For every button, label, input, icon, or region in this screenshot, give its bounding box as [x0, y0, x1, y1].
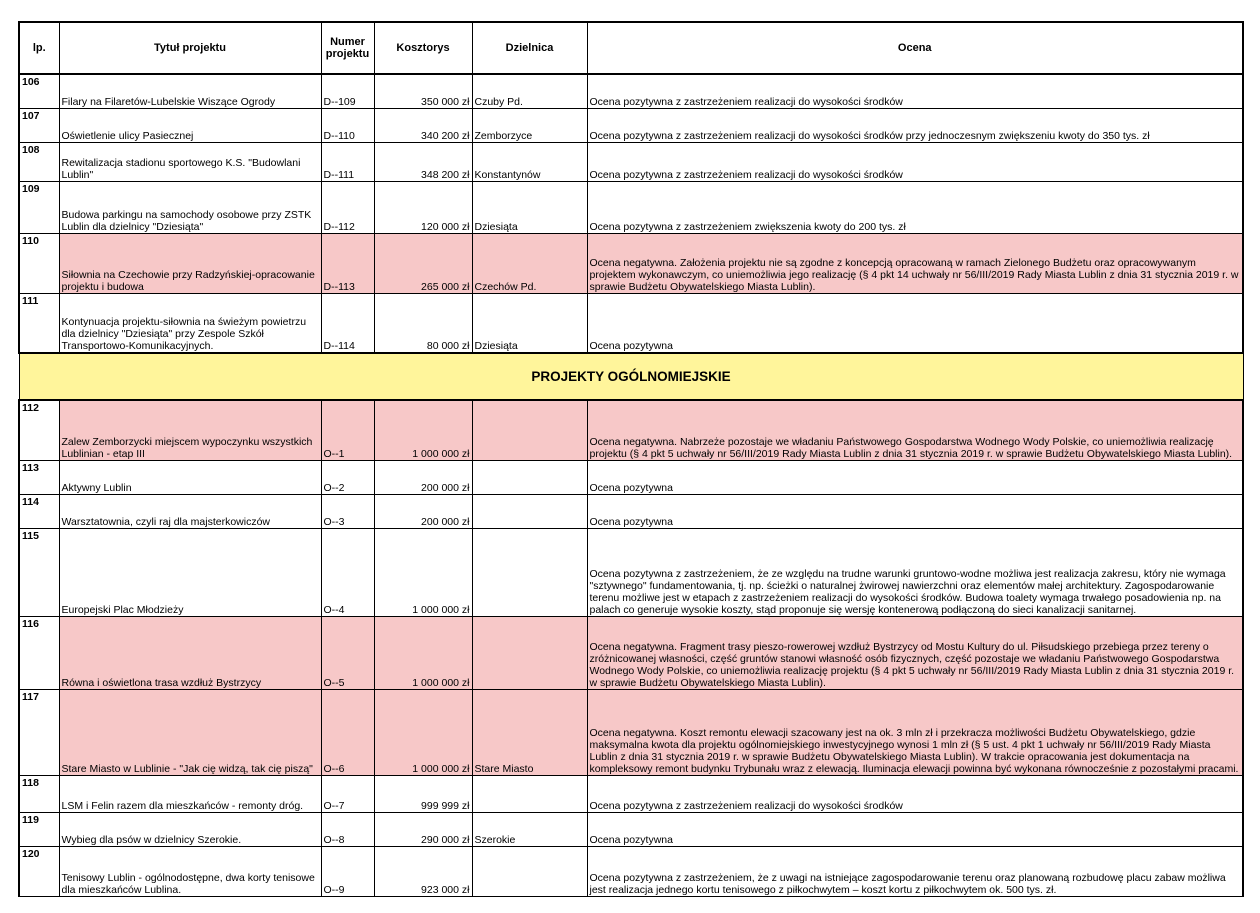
- evaluation-sheet: [18, 21, 1242, 897]
- project-number: O--8: [321, 812, 374, 846]
- project-rating: Ocena pozytywna z zastrzeżeniem, że ze względu na trudne warunki gruntowo-wodne możliwa jest realizacja zakresu, który nie wymaga "sztywnego" fundamentowania, tj. np. ścieżki o naturalnej żwirowej nawierzchni oraz elementów małej architektury. Zagospodarowanie terenu możliwe jest w etapach z zastrzeżeniem realizacji do wysokości środków. Budowa toalety wymaga trwałego posadowienia np. na palach co generuje wysokie koszty, stąd proponuje się wersję kontenerową podłączoną do sieci kanalizacji sanitarnej.: [587, 528, 1243, 616]
- project-number: O--3: [321, 494, 374, 528]
- row-lp: 109: [19, 181, 59, 233]
- row-lp: 119: [19, 812, 59, 846]
- header-number: Numer projektu: [321, 22, 374, 74]
- table-row: [19, 812, 1243, 846]
- table-row: [19, 293, 1243, 353]
- project-number: D--112: [321, 181, 374, 233]
- project-rating: Ocena pozytywna z zastrzeżeniem realizacji do wysokości środków przy jednoczesnym zwiększeniu kwoty do 350 tys. zł: [587, 108, 1243, 142]
- project-district: [472, 775, 587, 812]
- citywide-projects-body: [19, 400, 1243, 896]
- project-number: O--9: [321, 846, 374, 896]
- project-title: Rewitalizacja stadionu sportowego K.S. "Budowlani Lublin": [59, 142, 321, 181]
- project-cost: 80 000 zł: [374, 293, 472, 353]
- project-district: [472, 528, 587, 616]
- district-projects-body: [19, 74, 1243, 353]
- project-title: Filary na Filaretów-Lubelskie Wiszące Ogrody: [59, 74, 321, 108]
- project-district: [472, 494, 587, 528]
- header-rating: Ocena: [587, 22, 1243, 74]
- row-lp: 108: [19, 142, 59, 181]
- project-cost: 923 000 zł: [374, 846, 472, 896]
- project-rating: Ocena pozytywna: [587, 293, 1243, 353]
- project-cost: 1 000 000 zł: [374, 616, 472, 689]
- row-lp: 114: [19, 494, 59, 528]
- table-row: [19, 181, 1243, 233]
- project-cost: 290 000 zł: [374, 812, 472, 846]
- project-district: Szerokie: [472, 812, 587, 846]
- row-lp: 118: [19, 775, 59, 812]
- row-lp: 113: [19, 460, 59, 494]
- header-district: Dzielnica: [472, 22, 587, 74]
- project-number: D--111: [321, 142, 374, 181]
- project-district: [472, 616, 587, 689]
- project-district: Stare Miasto: [472, 689, 587, 775]
- project-district: Zemborzyce: [472, 108, 587, 142]
- section-title: PROJEKTY OGÓLNOMIEJSKIE: [19, 353, 1243, 400]
- project-district: Czechów Pd.: [472, 233, 587, 293]
- row-lp: 111: [19, 293, 59, 353]
- row-lp: 107: [19, 108, 59, 142]
- project-rating: Ocena negatywna. Koszt remontu elewacji szacowany jest na ok. 3 mln zł i przekracza możliwości Budżetu Obywatelskiego, gdzie maksymalna kwota dla projektu ogólnomiejskiego inwestycyjnego wynosi 1 mln zł (§ 5 ust. 4 pkt 1 uchwały nr 56/III/2019 Rady Miasta Lublin z dnia 31 stycznia 2019 r. w sprawie Budżetu Obywatelskiego Miasta Lublin). W trakcie opracowania jest dokumentacja na kompleksowy remont budynku Trybunału wraz z elewacją. Iluminacja elewacji powinna być wykonana równocześnie z pozostałymi pracami.: [587, 689, 1243, 775]
- header-title: Tytuł projektu: [59, 22, 321, 74]
- project-number: O--2: [321, 460, 374, 494]
- project-title: Budowa parkingu na samochody osobowe przy ZSTK Lublin dla dzielnicy "Dziesiąta": [59, 181, 321, 233]
- row-lp: 116: [19, 616, 59, 689]
- project-title: Wybieg dla psów w dzielnicy Szerokie.: [59, 812, 321, 846]
- table-row: [19, 460, 1243, 494]
- project-title: Warsztatownia, czyli raj dla majsterkowiczów: [59, 494, 321, 528]
- table-row: [19, 108, 1243, 142]
- project-district: Dziesiąta: [472, 293, 587, 353]
- project-rating: Ocena pozytywna: [587, 494, 1243, 528]
- project-district: [472, 400, 587, 460]
- header-lp: lp.: [19, 22, 59, 74]
- project-title: Siłownia na Czechowie przy Radzyńskiej-opracowanie projektu i budowa: [59, 233, 321, 293]
- project-number: O--5: [321, 616, 374, 689]
- section-body: [19, 353, 1243, 400]
- project-title: Zalew Zemborzycki miejscem wypoczynku wszystkich Lublinian - etap III: [59, 400, 321, 460]
- project-district: Konstantynów: [472, 142, 587, 181]
- project-title: LSM i Felin razem dla mieszkańców - remonty dróg.: [59, 775, 321, 812]
- project-cost: 200 000 zł: [374, 494, 472, 528]
- project-rating: Ocena pozytywna: [587, 460, 1243, 494]
- project-number: O--7: [321, 775, 374, 812]
- row-lp: 117: [19, 689, 59, 775]
- project-cost: 348 200 zł: [374, 142, 472, 181]
- project-rating: Ocena pozytywna z zastrzeżeniem zwiększenia kwoty do 200 tys. zł: [587, 181, 1243, 233]
- project-rating: Ocena pozytywna z zastrzeżeniem, że z uwagi na istniejące zagospodarowanie terenu oraz planowaną rozbudowę placu zabaw możliwa jest realizacja jednego kortu tenisowego z piłkochwytem – koszt kortu z piłkochwytem ok. 500 tys. zł.: [587, 846, 1243, 896]
- project-number: D--110: [321, 108, 374, 142]
- section-row: [19, 353, 1243, 400]
- project-district: Dziesiąta: [472, 181, 587, 233]
- table-row: [19, 616, 1243, 689]
- table-row: [19, 233, 1243, 293]
- project-title: Równa i oświetlona trasa wzdłuż Bystrzycy: [59, 616, 321, 689]
- project-cost: 350 000 zł: [374, 74, 472, 108]
- project-rating: Ocena negatywna. Założenia projektu nie są zgodne z koncepcją opracowaną w ramach Zielonego Budżetu oraz opracowywanym projektem wykonawczym, co uniemożliwia jego realizację (§ 4 pkt 14 uchwały nr 56/III/2019 Rady Miasta Lublin z dnia 31 stycznia 2019 r. w sprawie Budżetu Obywatelskiego Miasta Lublin).: [587, 233, 1243, 293]
- projects-table: [18, 21, 1244, 897]
- project-rating: Ocena pozytywna z zastrzeżeniem realizacji do wysokości środków: [587, 74, 1243, 108]
- project-number: D--114: [321, 293, 374, 353]
- project-rating: Ocena negatywna. Nabrzeże pozostaje we władaniu Państwowego Gospodarstwa Wodnego Wody Polskie, co uniemożliwia realizację projektu (§ 4 pkt 5 uchwały nr 56/III/2019 Rady Miasta Lublin z dnia 31 stycznia 2019 r. w sprawie Budżetu Obywatelskiego Miasta Lublin).: [587, 400, 1243, 460]
- table-row: [19, 74, 1243, 108]
- project-district: [472, 460, 587, 494]
- project-title: Oświetlenie ulicy Pasiecznej: [59, 108, 321, 142]
- project-title: Europejski Plac Młodzieży: [59, 528, 321, 616]
- table-row: [19, 775, 1243, 812]
- row-lp: 112: [19, 400, 59, 460]
- row-lp: 110: [19, 233, 59, 293]
- project-rating: Ocena pozytywna z zastrzeżeniem realizacji do wysokości środków: [587, 775, 1243, 812]
- project-title: Aktywny Lublin: [59, 460, 321, 494]
- project-district: [472, 846, 587, 896]
- header-cost: Kosztorys: [374, 22, 472, 74]
- project-cost: 340 200 zł: [374, 108, 472, 142]
- table-row: [19, 142, 1243, 181]
- project-number: O--1: [321, 400, 374, 460]
- table-header-row: [19, 22, 1243, 74]
- table-row: [19, 689, 1243, 775]
- project-district: Czuby Pd.: [472, 74, 587, 108]
- table-row: [19, 528, 1243, 616]
- project-number: D--109: [321, 74, 374, 108]
- project-cost: 1 000 000 zł: [374, 528, 472, 616]
- project-title: Kontynuacja projektu-siłownia na świeżym powietrzu dla dzielnicy "Dziesiąta" przy Zespole Szkół Transportowo-Komunikacyjnych.: [59, 293, 321, 353]
- project-cost: 120 000 zł: [374, 181, 472, 233]
- row-lp: 106: [19, 74, 59, 108]
- project-cost: 999 999 zł: [374, 775, 472, 812]
- project-number: D--113: [321, 233, 374, 293]
- project-rating: Ocena negatywna. Fragment trasy pieszo-rowerowej wzdłuż Bystrzycy od Mostu Kultury do ul. Piłsudskiego przebiega przez tereny o zróżnicowanej własności, część gruntów stanowi własność osób fizycznych, część pozostaje we władaniu Państwowego Gospodarstwa Wodnego Wody Polskie, co uniemożliwia realizację projektu (§ 4 pkt 5 uchwały nr 56/III/2019 Rady Miasta Lublin z dnia 31 stycznia 2019 r. w sprawie Budżetu Obywatelskiego Miasta Lublin).: [587, 616, 1243, 689]
- project-rating: Ocena pozytywna: [587, 812, 1243, 846]
- project-title: Tenisowy Lublin - ogólnodostępne, dwa korty tenisowe dla mieszkańców Lublina.: [59, 846, 321, 896]
- table-row: [19, 400, 1243, 460]
- project-rating: Ocena pozytywna z zastrzeżeniem realizacji do wysokości środków: [587, 142, 1243, 181]
- project-cost: 265 000 zł: [374, 233, 472, 293]
- row-lp: 115: [19, 528, 59, 616]
- project-cost: 200 000 zł: [374, 460, 472, 494]
- table-row: [19, 846, 1243, 896]
- project-number: O--4: [321, 528, 374, 616]
- table-row: [19, 494, 1243, 528]
- row-lp: 120: [19, 846, 59, 896]
- project-number: O--6: [321, 689, 374, 775]
- project-title: Stare Miasto w Lublinie - "Jak cię widzą, tak cię piszą": [59, 689, 321, 775]
- project-cost: 1 000 000 zł: [374, 400, 472, 460]
- project-cost: 1 000 000 zł: [374, 689, 472, 775]
